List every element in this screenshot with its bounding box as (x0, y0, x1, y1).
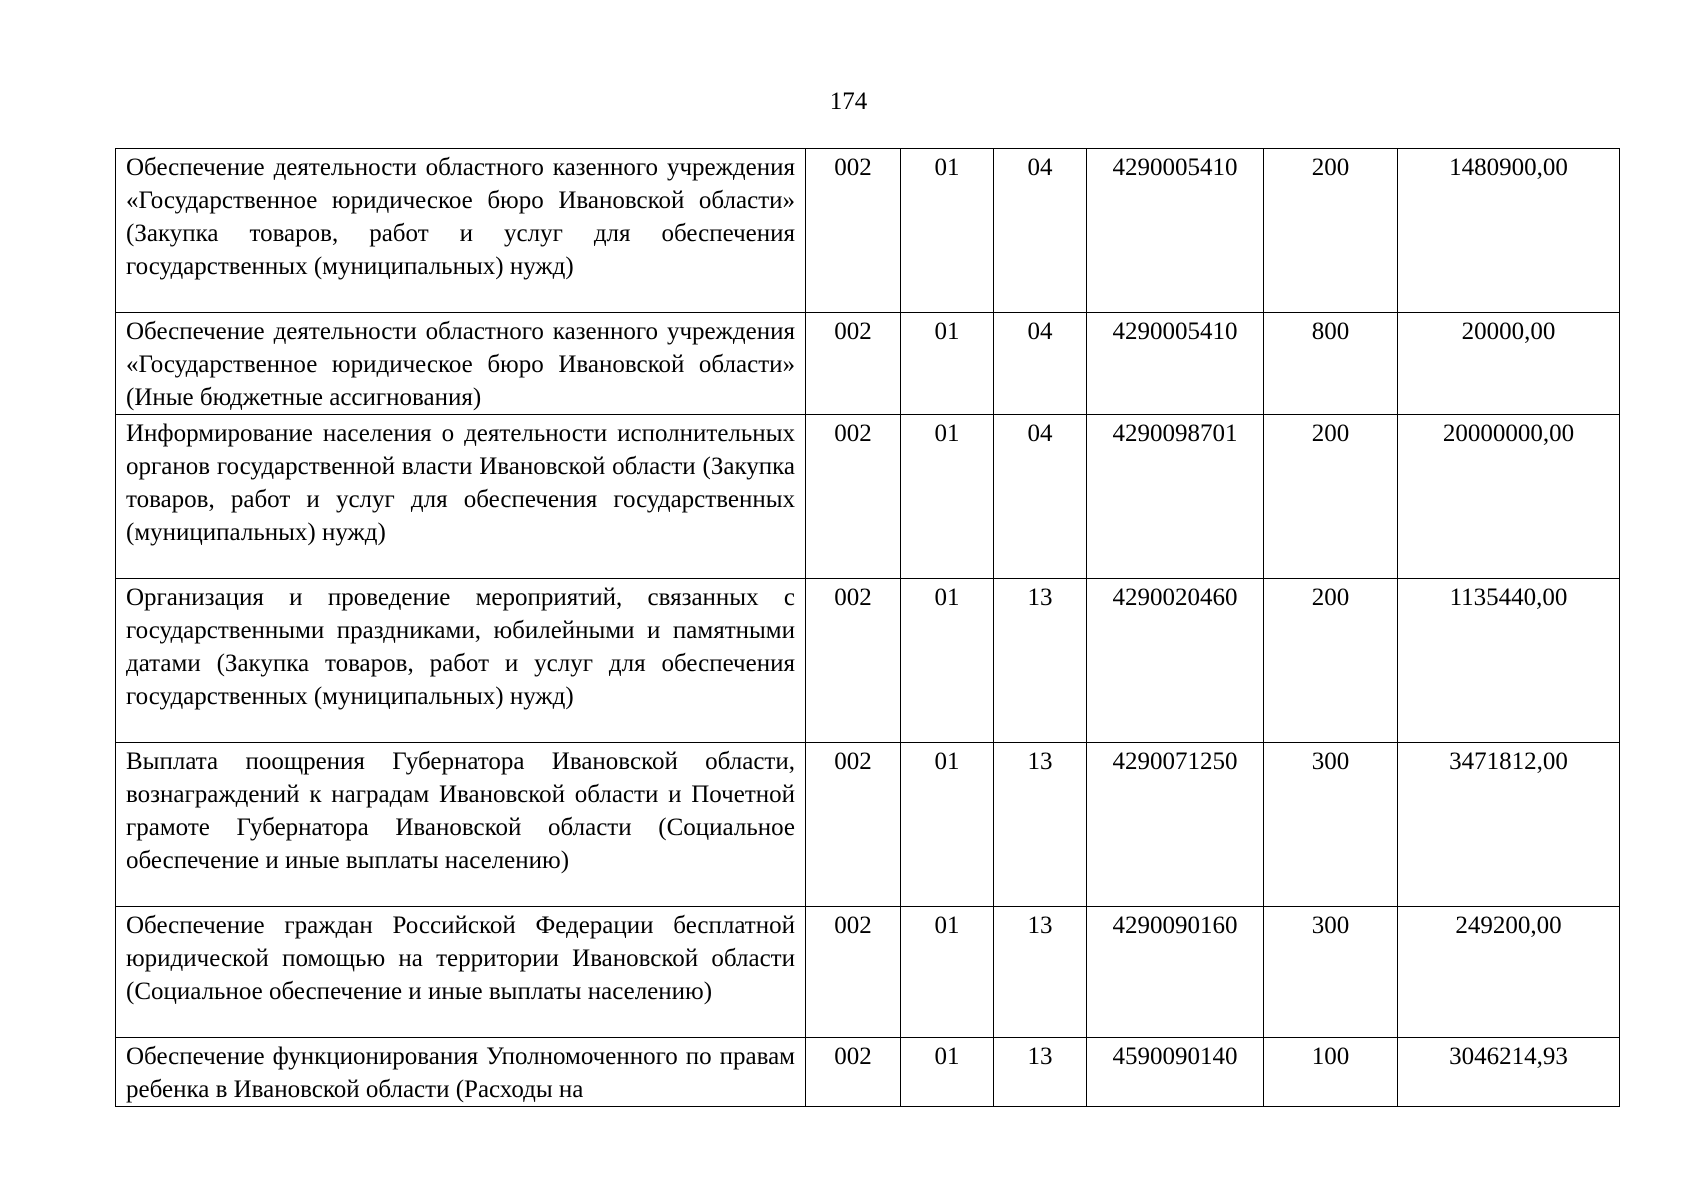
row-vr-code: 200 (1264, 415, 1398, 579)
row-csr-code: 4590090140 (1087, 1038, 1264, 1107)
row-gr-code: 002 (806, 313, 901, 415)
row-rz-code: 01 (901, 907, 994, 1038)
row-vr-code: 200 (1264, 149, 1398, 313)
table-row (116, 415, 1620, 579)
row-description: Информирование населения о деятельности исполнительных органов государственной власти Ивановской области (Закупка товаров, работ и услуг для обеспечения государственных (муниципальных) нужд) (116, 415, 806, 579)
row-pr-code: 13 (994, 1038, 1087, 1107)
row-rz-code: 01 (901, 149, 994, 313)
row-amount: 1480900,00 (1398, 149, 1620, 313)
row-pr-code: 13 (994, 743, 1087, 907)
row-description: Обеспечение граждан Российской Федерации бесплатной юридической помощью на территории Ивановской области (Социальное обеспечение и иные выплаты населению) (116, 907, 806, 1038)
row-rz-code: 01 (901, 743, 994, 907)
row-rz-code: 01 (901, 313, 994, 415)
row-rz-code: 01 (901, 415, 994, 579)
row-amount: 3471812,00 (1398, 743, 1620, 907)
row-gr-code: 002 (806, 579, 901, 743)
row-gr-code: 002 (806, 149, 901, 313)
row-vr-code: 800 (1264, 313, 1398, 415)
table-row (116, 313, 1620, 415)
row-amount: 3046214,93 (1398, 1038, 1620, 1107)
row-pr-code: 13 (994, 579, 1087, 743)
row-pr-code: 13 (994, 907, 1087, 1038)
row-csr-code: 4290020460 (1087, 579, 1264, 743)
budget-table (115, 148, 1620, 1107)
row-csr-code: 4290005410 (1087, 313, 1264, 415)
row-gr-code: 002 (806, 907, 901, 1038)
row-rz-code: 01 (901, 1038, 994, 1107)
row-vr-code: 100 (1264, 1038, 1398, 1107)
row-vr-code: 200 (1264, 579, 1398, 743)
row-gr-code: 002 (806, 415, 901, 579)
row-pr-code: 04 (994, 415, 1087, 579)
row-gr-code: 002 (806, 1038, 901, 1107)
row-gr-code: 002 (806, 743, 901, 907)
row-csr-code: 4290071250 (1087, 743, 1264, 907)
table-row (116, 1038, 1620, 1107)
row-description: Обеспечение функционирования Уполномоченного по правам ребенка в Ивановской области (Расходы на (116, 1038, 806, 1107)
row-description: Обеспечение деятельности областного казенного учреждения «Государственное юридическое бюро Ивановской области» (Иные бюджетные ассигнования) (116, 313, 806, 415)
row-csr-code: 4290098701 (1087, 415, 1264, 579)
row-vr-code: 300 (1264, 743, 1398, 907)
row-pr-code: 04 (994, 149, 1087, 313)
row-csr-code: 4290005410 (1087, 149, 1264, 313)
row-amount: 20000,00 (1398, 313, 1620, 415)
row-amount: 1135440,00 (1398, 579, 1620, 743)
row-description: Выплата поощрения Губернатора Ивановской области, вознаграждений к наградам Ивановской области и Почетной грамоте Губернатора Ивановской области (Социальное обеспечение и иные выплаты населению) (116, 743, 806, 907)
table-row (116, 743, 1620, 907)
page-number: 174 (829, 88, 868, 115)
row-description: Организация и проведение мероприятий, связанных с государственными праздниками, юбилейными и памятными датами (Закупка товаров, работ и услуг для обеспечения государственных (муниципальных) нужд) (116, 579, 806, 743)
table-row (116, 149, 1620, 313)
row-amount: 20000000,00 (1398, 415, 1620, 579)
table-row (116, 907, 1620, 1038)
row-description: Обеспечение деятельности областного казенного учреждения «Государственное юридическое бюро Ивановской области» (Закупка товаров, работ и услуг для обеспечения государственных (муниципальных) нужд) (116, 149, 806, 313)
row-amount: 249200,00 (1398, 907, 1620, 1038)
row-pr-code: 04 (994, 313, 1087, 415)
table-row (116, 579, 1620, 743)
row-vr-code: 300 (1264, 907, 1398, 1038)
row-rz-code: 01 (901, 579, 994, 743)
row-csr-code: 4290090160 (1087, 907, 1264, 1038)
